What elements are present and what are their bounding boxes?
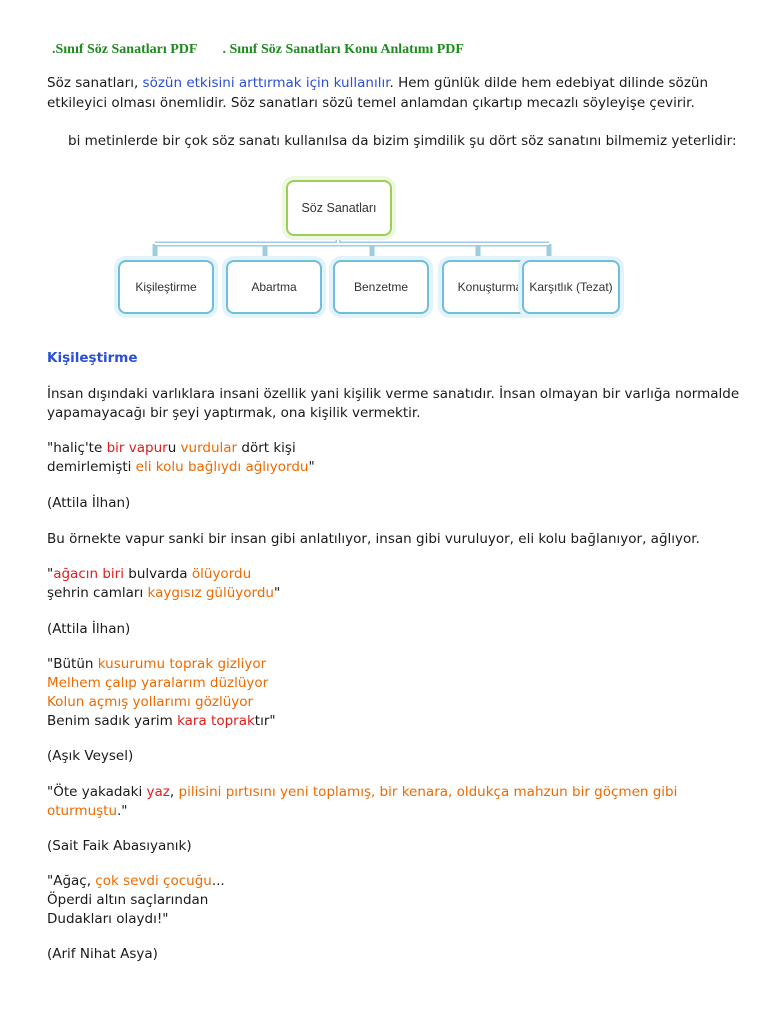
- intro-highlight: sözün etkisini arttırmak için kullanılır: [142, 75, 390, 91]
- section-title-kisilestirme: Kişileştirme: [47, 350, 138, 366]
- text-orange: eli kolu bağlıydı ağlıyordu: [135, 459, 309, 475]
- text: ": [308, 459, 315, 475]
- text-orange: ölüyordu: [191, 566, 252, 582]
- diagram-node-abartma: Abartma: [226, 260, 322, 314]
- example1-explanation: Bu örnekte vapur sanki bir insan gibi anlatılıyor, insan gibi vuruluyor, eli kolu bağlanıyor, ağlıyor.: [47, 531, 700, 547]
- text-orange: kusurumu toprak gizliyor: [97, 656, 267, 672]
- example5-line3: Dudakları olaydı!": [47, 911, 169, 927]
- example4-author: (Sait Faik Abasıyanık): [47, 838, 192, 854]
- intro-paragraph-2: bi metinlerde bir çok söz sanatı kullanılsa da bizim şimdilik şu dört söz sanatını bilmemiz yeterlidir:: [68, 133, 737, 149]
- text-orange: pilisini pırtısını yeni toplamış, bir kenara, oldukça mahzun bir göçmen gibi: [178, 784, 678, 800]
- text: bulvarda: [123, 566, 192, 582]
- example3-line3: Kolun açmış yollarımı gözlüyor: [47, 694, 254, 710]
- example5-line2: Öperdi altın saçlarından: [47, 892, 209, 908]
- diagram-node-konusturma: Konuşturma: [442, 260, 538, 314]
- text: tır": [254, 713, 276, 729]
- example1-line1: [47, 439, 296, 458]
- diagram-root-node: Söz Sanatları: [286, 180, 392, 236]
- definition-line2: yapamayacağı bir şeyi yaptırmak, ona kişilik vermektir.: [47, 405, 421, 421]
- intro-text-after: . Hem günlük dilde hem edebiyat dilinde sözün: [389, 75, 709, 91]
- text-red: bir vapur: [106, 440, 168, 456]
- text-orange: vurdular: [180, 440, 238, 456]
- text-orange: çok sevdi çocuğu: [95, 873, 212, 889]
- text: şehrin camları: [47, 585, 148, 601]
- text: ...: [211, 873, 225, 889]
- text: .": [117, 803, 128, 819]
- text-orange: oturmuştu: [47, 803, 118, 819]
- example3-line4: [47, 712, 276, 731]
- intro-paragraph-line1: [47, 74, 708, 93]
- text: demirlemişti: [47, 459, 136, 475]
- example2-line2: [47, 584, 280, 603]
- intro-text: Söz sanatları,: [47, 75, 143, 91]
- diagram-node-benzetme: Benzetme: [333, 260, 429, 314]
- text: "Bütün: [47, 656, 98, 672]
- text: ": [47, 566, 54, 582]
- text: "haliç'te: [47, 440, 107, 456]
- text-red: yaz: [146, 784, 170, 800]
- example3-line2: Melhem çalıp yaralarım düzlüyor: [47, 675, 269, 691]
- definition-line1: İnsan dışındaki varlıklara insani özellik yani kişilik verme sanatıdır. İnsan olmayan bir varlığa normalde: [47, 386, 740, 402]
- diagram-node-kisilestirme: Kişileştirme: [118, 260, 214, 314]
- example3-line1: [47, 655, 266, 674]
- header-link-konu-anlatimi-pdf[interactable]: . Sınıf Söz Sanatları Konu Anlatımı PDF: [222, 42, 464, 57]
- text-orange: kaygısız gülüyordu: [147, 585, 274, 601]
- text: "Ağaç,: [47, 873, 96, 889]
- text: ": [273, 585, 281, 601]
- text: Benim sadık yarim: [47, 713, 178, 729]
- text-red: kara toprak: [177, 713, 255, 729]
- intro-paragraph-line2: etkileyici olması önemlidir. Söz sanatları sözü temel anlamdan çıkartıp mecazlı söyleyişe çevirir.: [47, 95, 695, 111]
- text: dört kişi: [237, 440, 296, 456]
- example1-author: (Attila İlhan): [47, 495, 131, 511]
- header-links: [52, 42, 464, 58]
- text: "Öte yakadaki: [47, 784, 147, 800]
- text: ,: [169, 784, 179, 800]
- text: u: [167, 440, 181, 456]
- example2-author: (Attila İlhan): [47, 621, 131, 637]
- example5-line1: [47, 872, 225, 891]
- diagram-node-karsitlik: Karşıtlık (Tezat): [522, 260, 620, 314]
- example4-line2: [47, 802, 128, 821]
- example5-author: (Arif Nihat Asya): [47, 946, 158, 962]
- example2-line1: [47, 565, 251, 584]
- header-link-sinif-soz-sanatlari-pdf[interactable]: .Sınıf Söz Sanatları PDF: [52, 42, 197, 57]
- example4-line1: [47, 783, 677, 802]
- example3-author: (Aşık Veysel): [47, 748, 134, 764]
- soz-sanatlari-diagram: [110, 172, 613, 322]
- text-red: ağacın biri: [53, 566, 124, 582]
- example1-line2: [47, 458, 315, 477]
